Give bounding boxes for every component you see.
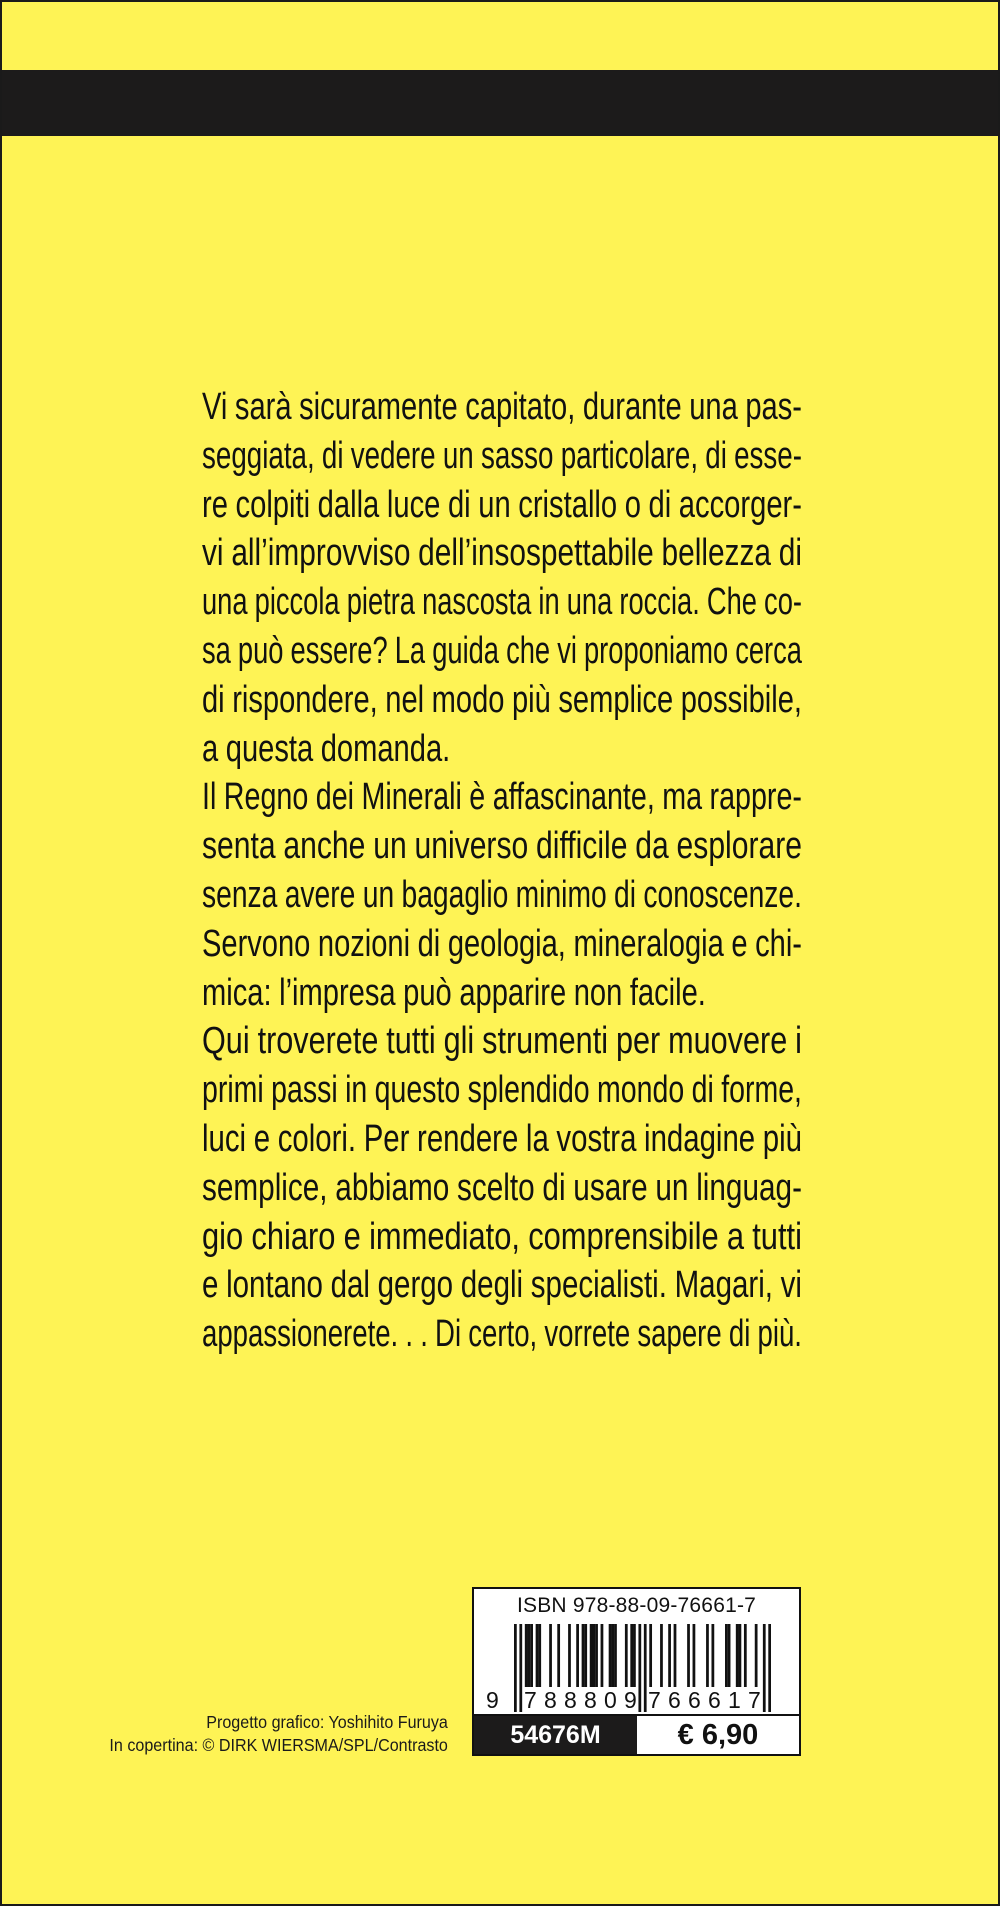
blurb-line: di rispondere, nel modo più semplice possibile,	[202, 678, 802, 721]
top-black-band	[2, 70, 998, 136]
barcode-left-digits: 788809	[524, 1687, 644, 1713]
barcode-right-digits: 766617	[648, 1687, 768, 1713]
blurb-line: seggiata, di vedere un sasso particolare, di esse-	[202, 434, 802, 477]
blurb-line: semplice, abbiamo scelto di usare un linguag-	[202, 1166, 802, 1209]
blurb-text	[202, 383, 802, 1359]
blurb-line: appassionerete. . . Di certo, vorrete sapere di più.	[202, 1313, 802, 1356]
blurb-line: luci e colori. Per rendere la vostra indagine più	[202, 1117, 802, 1160]
isbn-text: ISBN 978-88-09-76661-7	[516, 1594, 757, 1617]
blurb-line: mica: l’impresa può apparire non facile.	[202, 971, 706, 1014]
design-credit: Progetto grafico: Yoshihito Furuya	[206, 1712, 448, 1732]
blurb-line: senta anche un universo difficile da esplorare	[202, 825, 802, 868]
product-code: 54676M	[474, 1716, 637, 1754]
blurb-line: Vi sarà sicuramente capitato, durante una pas-	[202, 386, 802, 428]
blurb-line: gio chiaro e immediato, comprensibile a tutti	[202, 1215, 802, 1258]
blurb-line: Qui troverete tutti gli strumenti per muovere i	[202, 1020, 802, 1063]
blurb-line: re colpiti dalla luce di un cristallo o di accorger-	[202, 483, 802, 526]
blurb-line: vi all’improvviso dell’insospettabile bellezza di	[202, 532, 802, 575]
price: € 6,90	[637, 1716, 799, 1754]
blurb-line: sa può essere? La guida che vi proponiamo cerca	[202, 629, 802, 672]
blurb-line: senza avere un bagaglio minimo di conoscenze.	[202, 873, 802, 916]
price-row	[474, 1714, 799, 1754]
blurb-line: primi passi in questo splendido mondo di forme,	[202, 1069, 802, 1112]
barcode-first-digit: 9	[486, 1687, 506, 1713]
blurb-line: una piccola pietra nascosta in una roccia. Che co-	[202, 581, 802, 624]
barcode-label	[472, 1587, 801, 1756]
credits	[80, 1711, 448, 1757]
blurb-line: Il Regno dei Minerali è affascinante, ma rappre-	[202, 776, 802, 819]
blurb-line: e lontano dal gergo degli specialisti. Magari, vi	[202, 1264, 802, 1307]
blurb-line: a questa domanda.	[202, 727, 451, 770]
blurb-line: Servono nozioni di geologia, mineralogia e chi-	[202, 922, 802, 965]
cover-photo-credit: In copertina: © DIRK WIERSMA/SPL/Contrasto	[109, 1735, 448, 1755]
